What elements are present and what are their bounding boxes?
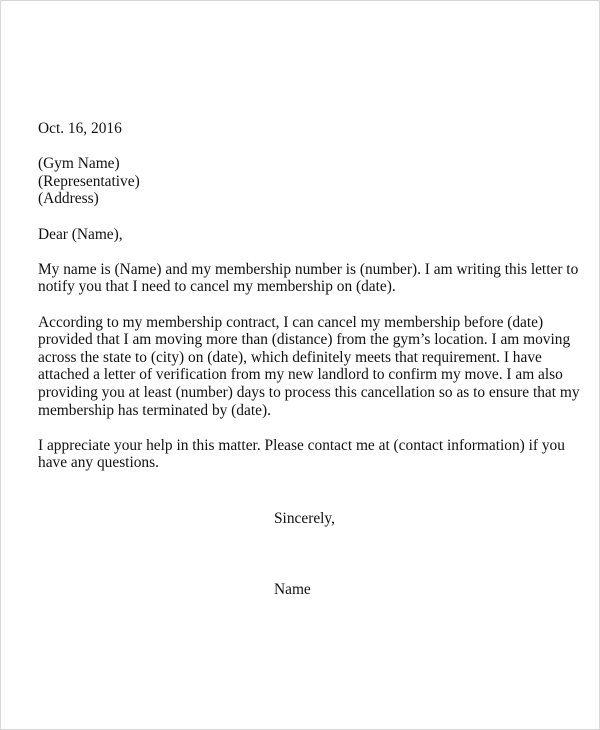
paragraph-line: According to my membership contract, I can cancel my membership before (date) — [38, 313, 544, 331]
paragraph-line: have any questions. — [38, 454, 159, 472]
paragraph-line: providing you at least (number) days to process this cancellation so as to ensure that my — [38, 383, 580, 401]
paragraph-line: notify you that I need to cancel my membership on (date). — [38, 278, 396, 296]
letter-date: Oct. 16, 2016 — [38, 120, 122, 137]
letter-date-block — [38, 120, 583, 138]
closing-sincerely: Sincerely, — [274, 510, 335, 527]
recipient-representative: (Representative) — [38, 172, 140, 190]
paragraph-line: across the state to (city) on (date), which definitely meets that requirement. I have — [38, 348, 542, 366]
paragraph-thanks — [38, 437, 583, 472]
recipient-address-block — [38, 155, 583, 208]
paragraph-line: provided that I am moving more than (distance) from the gym’s location. I am moving — [38, 331, 571, 349]
salutation-block — [38, 226, 583, 244]
paragraph-line: attached a letter of verification from my new landlord to confirm my move. I am also — [38, 366, 563, 384]
paragraph-line: membership has terminated by (date). — [38, 401, 271, 419]
recipient-gym-name: (Gym Name) — [38, 155, 120, 173]
letter-body — [38, 120, 583, 489]
paragraph-contract — [38, 314, 583, 420]
recipient-address: (Address) — [38, 190, 99, 208]
signature-name: Name — [274, 581, 311, 598]
salutation: Dear (Name), — [38, 225, 123, 243]
paragraph-line: I appreciate your help in this matter. Please contact me at (contact information) if you — [38, 436, 565, 454]
paragraph-line: My name is (Name) and my membership number is (number). I am writing this letter to — [38, 260, 579, 278]
paragraph-intro — [38, 261, 583, 296]
